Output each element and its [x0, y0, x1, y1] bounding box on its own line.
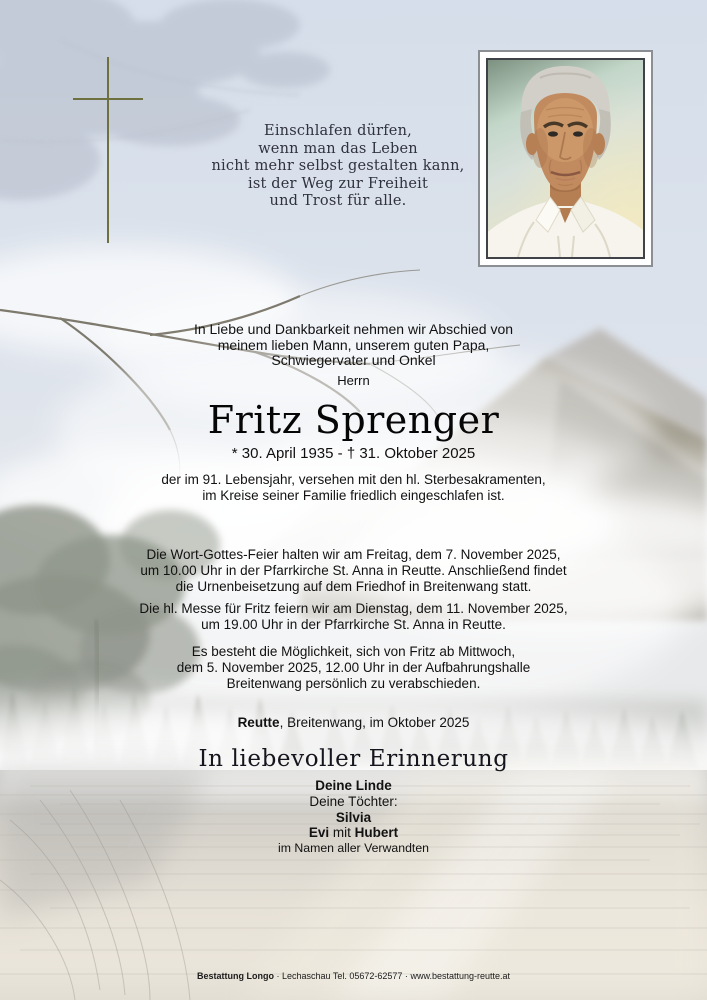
intro-text — [0, 322, 707, 369]
service-line: um 10.00 Uhr in der Pfarrkirche St. Anna in Reutte. Anschließend findet — [140, 562, 567, 578]
funeral-home-contact: · Lechaschau Tel. 05672-62577 · — [276, 971, 408, 981]
poem-line: wenn man das Leben — [258, 140, 418, 157]
dateline — [0, 715, 707, 731]
cross-icon-bar — [73, 98, 143, 100]
remembrance-heading: In liebevoller Erinnerung — [198, 746, 509, 772]
service-line: Breitenwang persönlich zu verabschieden. — [226, 675, 481, 691]
mourner-daughters-label: Deine Töchter: — [309, 793, 398, 809]
service-messe — [0, 601, 707, 633]
portrait-photo — [478, 50, 653, 267]
deceased-name: Fritz Sprenger — [207, 398, 500, 442]
salutation: Herrn — [337, 373, 370, 388]
service-line: Es besteht die Möglichkeit, sich von Fritz ab Mittwoch, — [191, 644, 516, 659]
mourner-daughter: Silvia — [335, 809, 372, 825]
service-line: die Urnenbeisetzung auf dem Friedhof in Breitenwang statt. — [175, 578, 532, 594]
intro-line: meinem lieben Mann, unserem guten Papa, — [217, 336, 490, 353]
mourner-daughter — [0, 825, 707, 841]
mourner-name: Evi — [308, 825, 330, 841]
service-line: dem 5. November 2025, 12.00 Uhr in der Aufbahrungshalle — [176, 659, 531, 675]
intro-line: Schwiegervater und Onkel — [271, 352, 436, 369]
passing-line: im Kreise seiner Familie friedlich eingeschlafen ist. — [202, 487, 505, 503]
service-line: Die Wort-Gottes-Feier halten wir am Freitag, dem 7. November 2025, — [146, 547, 561, 562]
poem-line: Einschlafen dürfen, — [264, 123, 412, 139]
intro-line: In Liebe und Dankbarkeit nehmen wir Abschied von — [193, 321, 514, 337]
mourner-wife: Deine Linde — [315, 778, 392, 793]
portrait-illustration — [488, 60, 643, 257]
poem-line: und Trost für alle. — [269, 193, 407, 210]
service-verabschiedung — [0, 644, 707, 692]
funeral-home-website: www.bestattung-reutte.at — [410, 971, 511, 981]
life-dates: * 30. April 1935 - † 31. Oktober 2025 — [231, 445, 476, 462]
service-line: um 19.00 Uhr in der Pfarrkirche St. Anna in Reutte. — [201, 616, 506, 632]
mourner-name: Hubert — [354, 825, 399, 841]
service-wort-gottes-feier — [0, 547, 707, 595]
poem-line: nicht mehr selbst gestalten kann, — [211, 158, 465, 175]
dateline-place: Reutte — [237, 715, 280, 730]
funeral-home-name: Bestattung Longo — [196, 971, 274, 981]
poem-line: ist der Weg zur Freiheit — [247, 175, 429, 192]
mourner-connector: mit — [329, 825, 355, 841]
mourners-list — [0, 778, 707, 857]
mourners-closing: im Namen aller Verwandten — [277, 841, 430, 856]
service-line: Die hl. Messe für Fritz feiern wir am Dienstag, dem 11. November 2025, — [139, 601, 568, 616]
funeral-home-footer — [0, 971, 707, 982]
passing-text — [0, 472, 707, 504]
dateline-rest: , Breitenwang, im Oktober 2025 — [279, 715, 470, 730]
passing-line: der im 91. Lebensjahr, versehen mit den hl. Sterbesakramenten, — [161, 472, 546, 487]
